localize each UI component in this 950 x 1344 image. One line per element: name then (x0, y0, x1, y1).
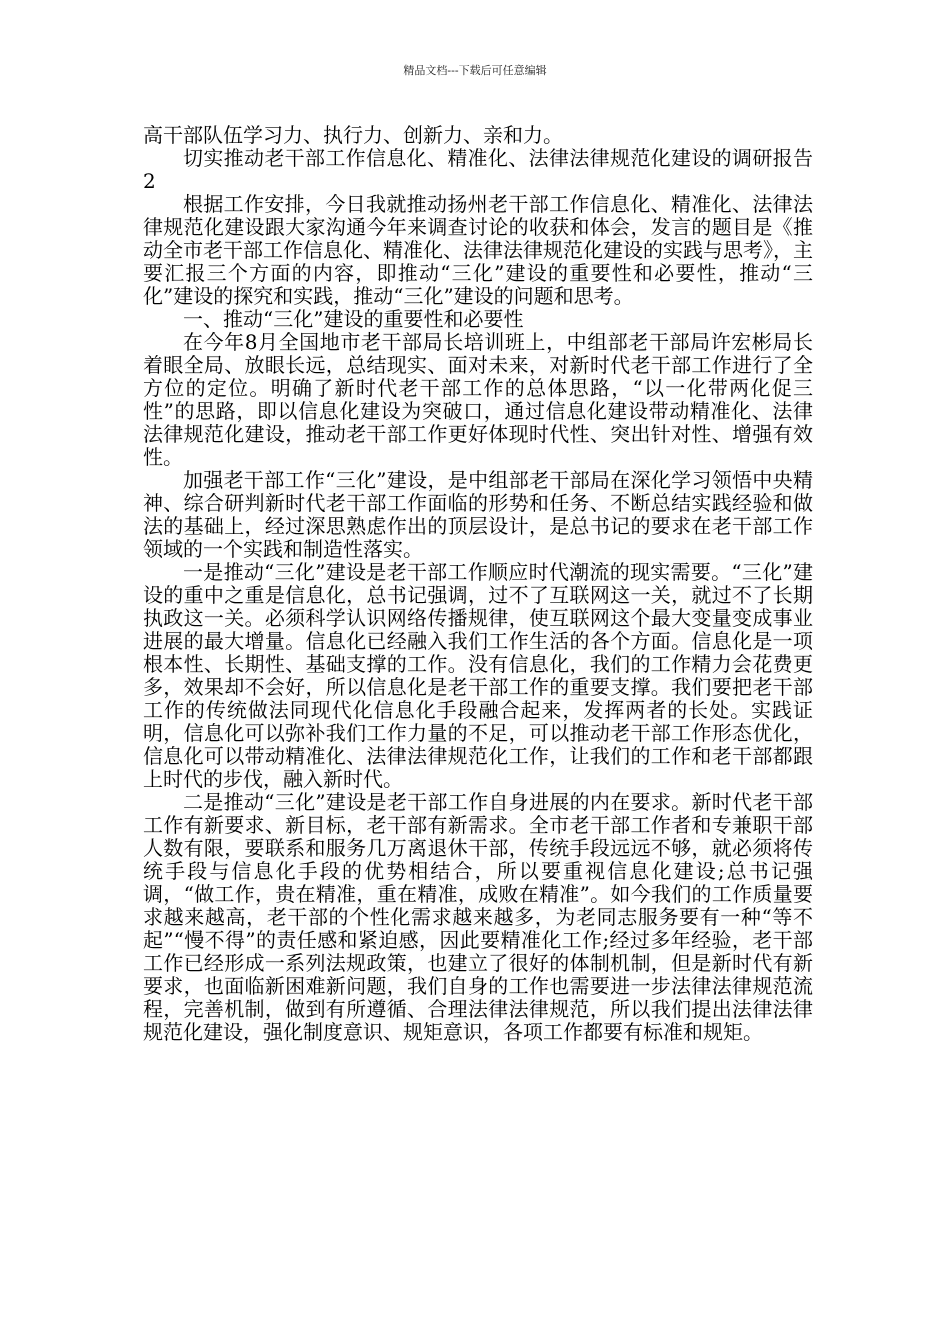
page-header: 精品文档---下载后可任意编辑 (403, 64, 547, 77)
paragraph-top-design: 加强老干部工作“三化”建设，是中组部老干部局在深化学习领悟中央精神、综合研判新时代老干部工作面临的形势和任务、不断总结实践经验和做法的基础上，经过深思熟虑作出的顶层设计，是总书记的要求在老干部工作领域的一个实践和制造性落实。 (143, 468, 813, 561)
section-heading-1: 一、推动“三化”建设的重要性和必要性 (183, 307, 524, 331)
paragraph-training-meeting: 在今年8月全国地市老干部局长培训班上，中组部老干部局许宏彬局长着眼全局、放眼长远，总结现实、面对未来，对新时代老干部工作进行了全方位的定位。明确了新时代老干部工作的总体思路，“以一化带两化促三性”的思路，即以信息化建设为突破口，通过信息化建设带动精准化、法律法律规范化建设，推动老干部工作更好体现时代性、突出针对性、增强有效性。 (143, 330, 813, 469)
paragraph-point-two: 二是推动“三化”建设是老干部工作自身进展的内在要求。新时代老干部工作有新要求、新目标，老干部有新需求。全市老干部工作者和专兼职干部人数有限，要联系和服务几万离退休干部，传统手段远远不够，就必须将传统手段与信息化手段的优势相结合，所以要重视信息化建设;总书记强调，“做工作，贵在精准，重在精准，成败在精准”。如今我们的工作质量要求越来越高，老干部的个性化需求越来越多，为老同志服务要有一种“等不起”“慢不得”的责任感和紧迫感，因此要精准化工作;经过多年经验，老干部工作已经形成一系列法规政策，也建立了很好的体制机制，但是新时代有新要求，也面临新困难新问题，我们自身的工作也需要进一步法律法律规范流程，完善机制，做到有所遵循、合理法律法律规范，所以我们提出法律法律规范化建设，强化制度意识、规矩意识，各项工作都要有标准和规矩。 (143, 790, 813, 1044)
report-title: 切实推动老干部工作信息化、精准化、法律法律规范化建设的调研报告2 (143, 146, 813, 193)
paragraph-continuation: 高干部队伍学习力、执行力、创新力、亲和力。 (143, 123, 563, 147)
paragraph-intro: 根据工作安排，今日我就推动扬州老干部工作信息化、精准化、法律法律规范化建设跟大家沟通今年来调查讨论的收获和体会，发言的题目是《推动全市老干部工作信息化、精准化、法律法律规范化建设的实践与思考》，主要汇报三个方面的内容，即推动“三化”建设的重要性和必要性，推动“三化”建设的探究和实践，推动“三化”建设的问题和思考。 (143, 192, 813, 308)
document-body (143, 124, 813, 1044)
paragraph-point-one: 一是推动“三化”建设是老干部工作顺应时代潮流的现实需要。“三化”建设的重中之重是信息化，总书记强调，过不了互联网这一关，就过不了长期执政这一关。必须科学认识网络传播规律，使互联网这个最大变量变成事业进展的最大增量。信息化已经融入我们工作生活的各个方面。信息化是一项根本性、长期性、基础支撑的工作。没有信息化，我们的工作精力会花费更多，效果却不会好，所以信息化是老干部工作的重要支撑。我们要把老干部工作的传统做法同现代化信息化手段融合起来，发挥两者的长处。实践证明，信息化可以弥补我们工作力量的不足，可以推动老干部工作形态优化，信息化可以带动精准化、法律法律规范化工作，让我们的工作和老干部都跟上时代的步伐，融入新时代。 (143, 560, 813, 791)
